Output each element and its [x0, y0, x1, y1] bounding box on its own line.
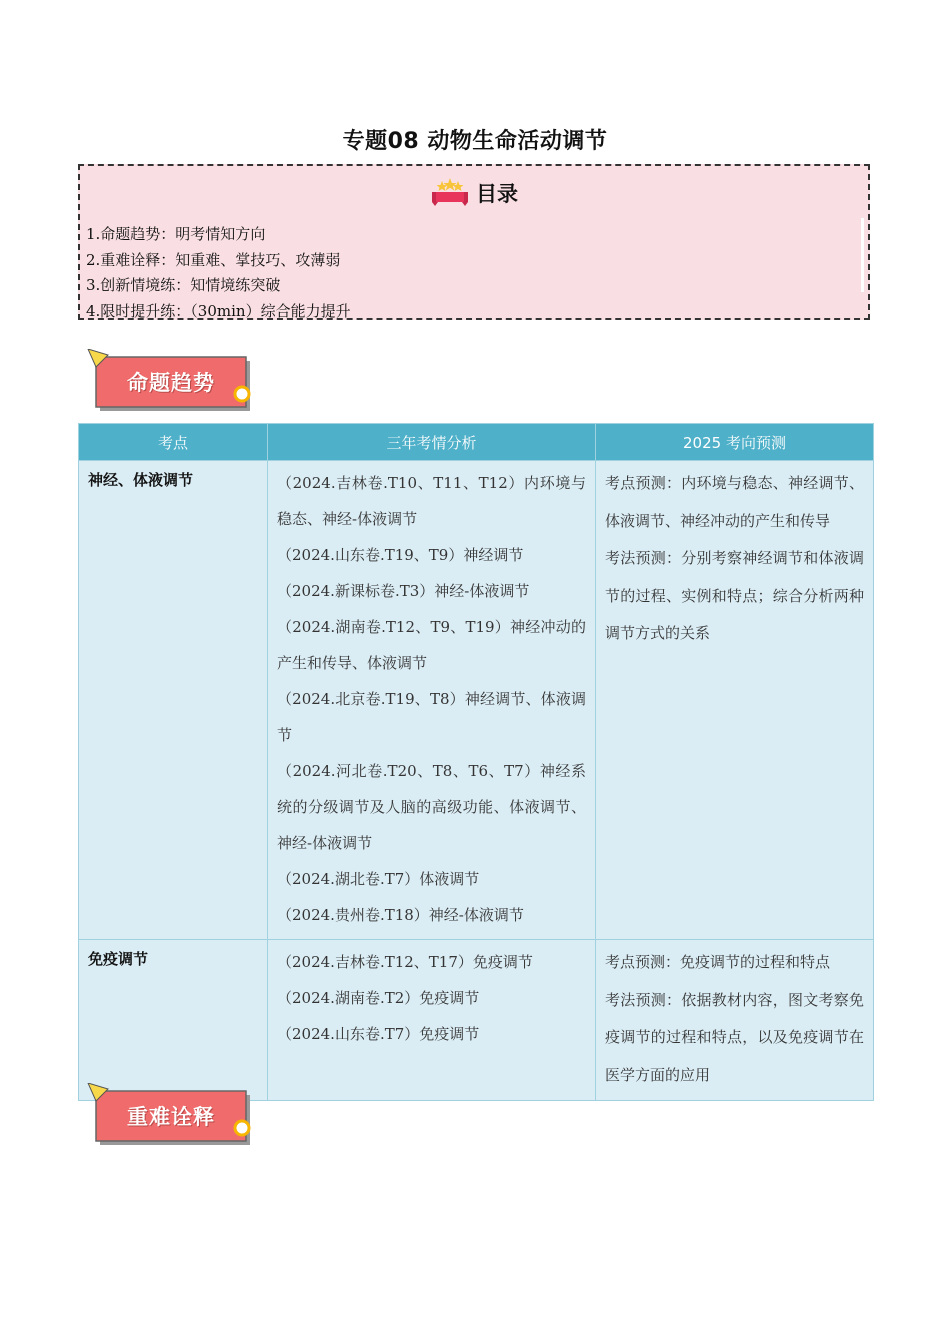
prediction-item: 考点预测：内环境与稳态、神经调节、体液调节、神经冲动的产生和传导 [605, 474, 864, 530]
analysis-item: （2024.山东卷.T19、T9）神经调节 [277, 546, 524, 564]
prediction-item: 考法预测：分别考察神经调节和体液调节的过程、实例和特点；综合分析两种调节方式的关系 [605, 549, 864, 642]
exam-point: 免疫调节 [88, 950, 149, 968]
table-header-row [79, 424, 874, 461]
table-of-contents [78, 164, 870, 320]
analysis-item: （2024.新课标卷.T3）神经-体液调节 [277, 582, 530, 600]
page-title: 专题08 动物生命活动调节 [342, 129, 608, 154]
section-banner-difficulty [86, 1083, 258, 1149]
banner-label: 重难诠释 [127, 1105, 215, 1129]
prediction-item: 考点预测：免疫调节的过程和特点 [605, 953, 831, 971]
section-banner-trend [86, 349, 258, 415]
analysis-item: （2024.湖北卷.T7）体液调节 [277, 870, 480, 888]
trend-table [78, 423, 874, 1101]
exam-point: 神经、体液调节 [88, 471, 194, 489]
analysis-item: （2024.湖南卷.T2）免疫调节 [277, 989, 480, 1007]
column-header: 三年考情分析 [268, 424, 596, 461]
toc-title: 目录 [476, 182, 518, 206]
table-row [79, 461, 874, 940]
ribbon-badge-icon [430, 178, 470, 208]
column-header: 考点 [79, 424, 268, 461]
toc-item: 3.创新情境练：知情境练突破 [86, 276, 281, 294]
analysis-item: （2024.湖南卷.T12、T9、T19）神经冲动的产生和传导、体液调节 [277, 618, 586, 672]
analysis-item: （2024.贵州卷.T18）神经-体液调节 [277, 906, 524, 924]
prediction-item: 考法预测：依据教材内容，图文考察免疫调节的过程和特点，以及免疫调节在医学方面的应用 [605, 990, 864, 1084]
analysis-item: （2024.北京卷.T19、T8）神经调节、体液调节 [277, 690, 586, 744]
column-header: 2025 考向预测 [596, 424, 874, 461]
analysis-item: （2024.吉林卷.T12、T17）免疫调节 [277, 953, 533, 971]
toc-item: 1.命题趋势：明考情知方向 [86, 225, 266, 243]
table-row [79, 940, 874, 1101]
analysis-item: （2024.河北卷.T20、T8、T6、T7）神经系统的分级调节及人脑的高级功能、体液调节、神经-体液调节 [277, 762, 586, 852]
analysis-item: （2024.吉林卷.T10、T11、T12）内环境与稳态、神经-体液调节 [277, 474, 586, 528]
banner-label: 命题趋势 [127, 371, 215, 395]
toc-item: 4.限时提升练：（30min）综合能力提升 [86, 301, 351, 320]
toc-list [86, 222, 351, 324]
toc-item: 2.重难诠释：知重难、掌技巧、攻薄弱 [86, 250, 341, 269]
analysis-item: （2024.山东卷.T7）免疫调节 [277, 1025, 480, 1043]
